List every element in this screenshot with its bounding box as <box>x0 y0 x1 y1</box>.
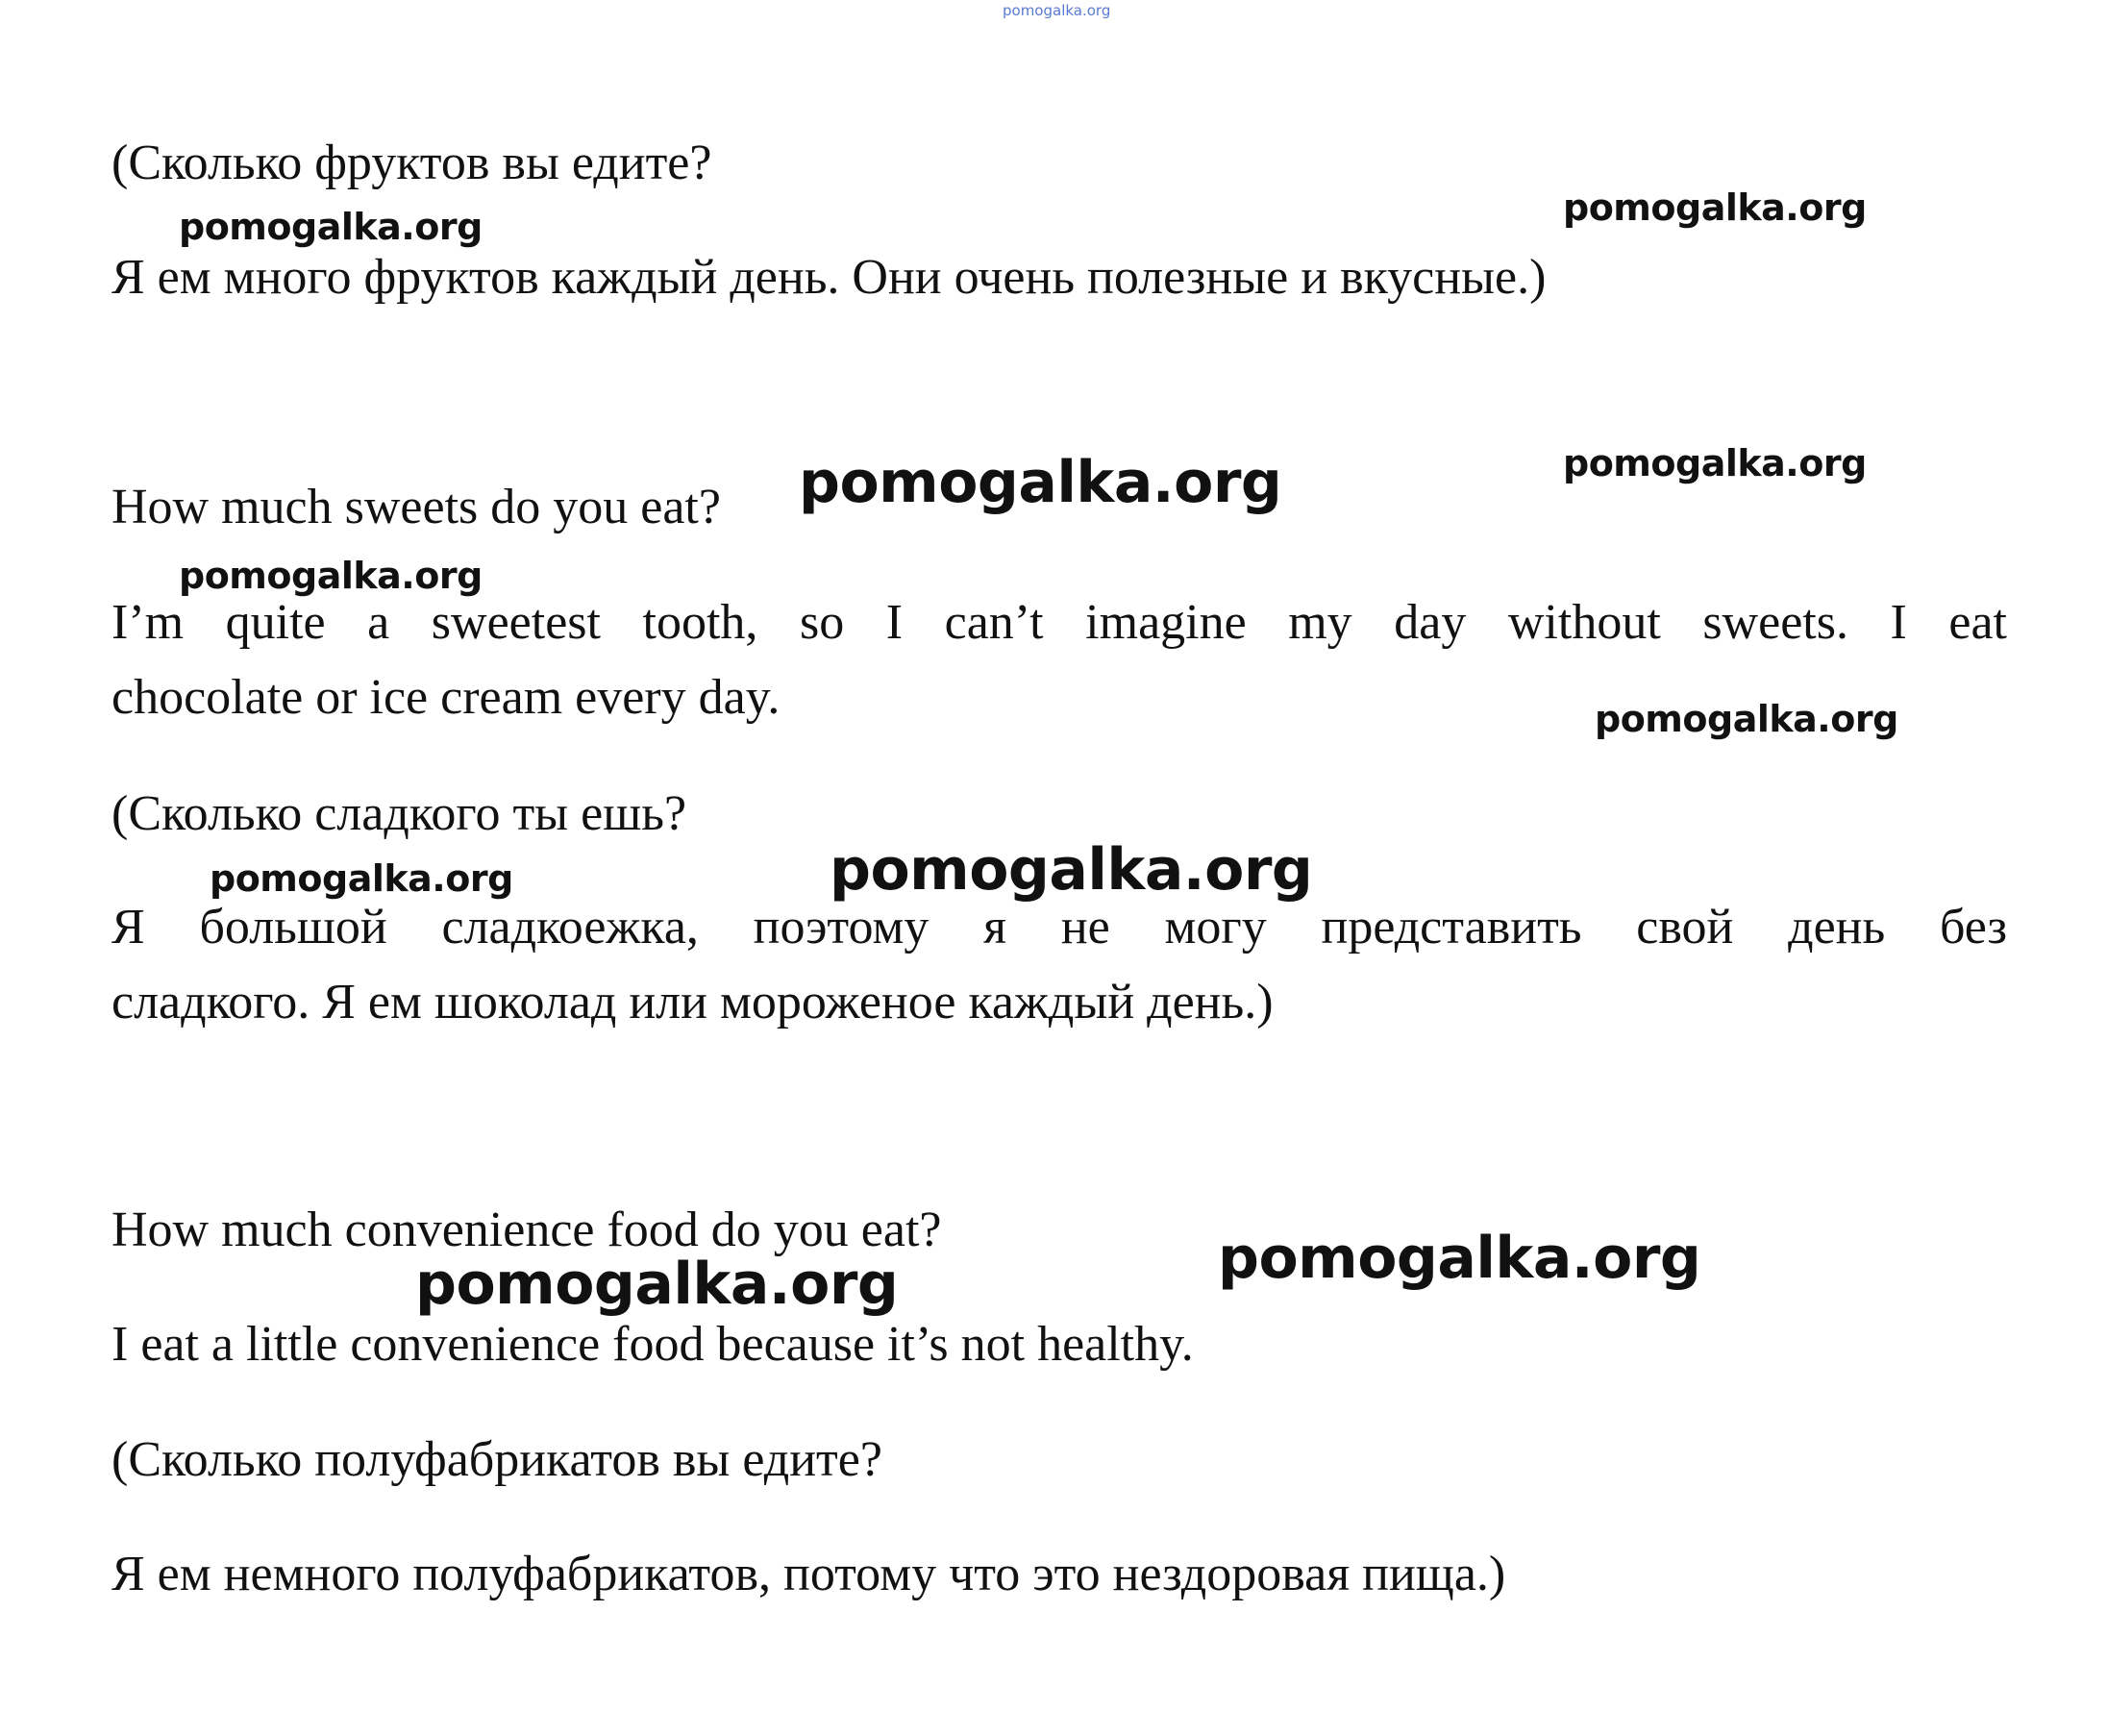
convenience-answer-ru: Я ем немного полуфабрикатов, потому что это нездоровая пища.) <box>112 1547 1506 1601</box>
convenience-answer-en: I eat a little convenience food because it’s not healthy. <box>112 1317 1194 1372</box>
watermark: pomogalka.org <box>1218 1225 1701 1292</box>
sweets-answer-ru-line2: сладкого. Я ем шоколад или мороженое каждый день.) <box>112 975 1274 1029</box>
watermark: pomogalka.org <box>179 555 483 597</box>
convenience-question-en: How much convenience food do you eat? <box>112 1203 942 1257</box>
top-watermark: pomogalka.org <box>1003 2 1111 19</box>
watermark: pomogalka.org <box>1595 698 1898 740</box>
watermark: pomogalka.org <box>415 1251 899 1318</box>
sweets-answer-en-line2: chocolate or ice cream every day. <box>112 670 781 725</box>
watermark: pomogalka.org <box>830 836 1313 904</box>
watermark: pomogalka.org <box>1563 442 1867 484</box>
sweets-answer-en-line1: I’m quite a sweetest tooth, so I can’t imagine my day without sweets. I eat <box>112 595 2007 650</box>
fruits-question-ru: (Сколько фруктов вы едите? <box>112 136 712 190</box>
fruits-answer-ru: Я ем много фруктов каждый день. Они очень полезные и вкусные.) <box>112 250 1547 305</box>
watermark: pomogalka.org <box>210 857 513 900</box>
sweets-answer-ru-line1: Я большой сладкоежка, поэтому я не могу представить свой день без <box>112 900 2007 955</box>
watermark: pomogalka.org <box>179 206 483 248</box>
sweets-question-ru: (Сколько сладкого ты ешь? <box>112 786 687 841</box>
watermark: pomogalka.org <box>799 449 1282 516</box>
convenience-question-ru: (Сколько полуфабрикатов вы едите? <box>112 1432 882 1487</box>
sweets-question-en: How much sweets do you eat? <box>112 480 721 534</box>
watermark: pomogalka.org <box>1563 186 1867 229</box>
